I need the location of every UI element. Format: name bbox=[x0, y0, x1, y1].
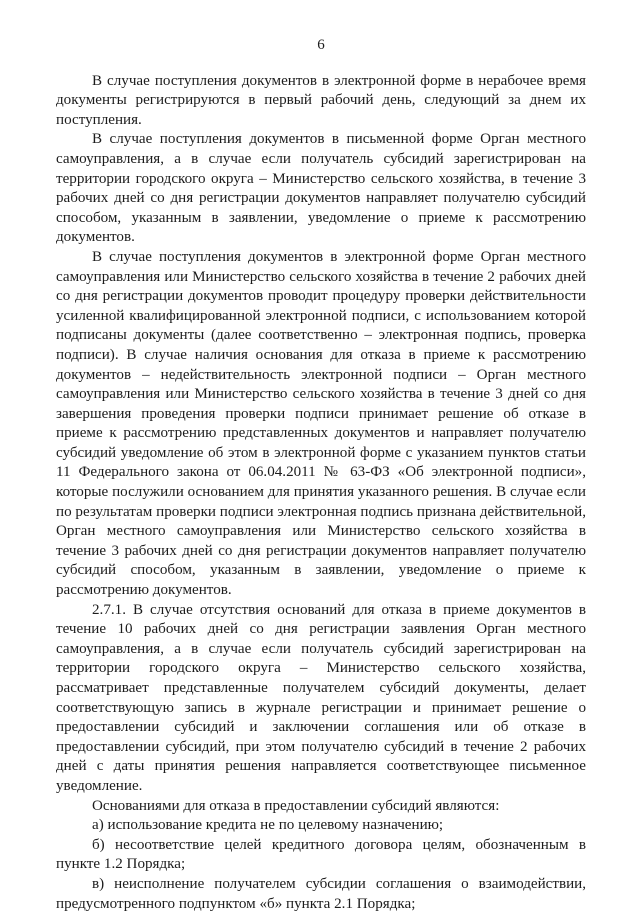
list-item-b: б) несоответствие целей кредитного договора целям, обозначенным в пункте 1.2 Порядка; bbox=[56, 836, 586, 873]
paragraph-electronic-signature-check: В случае поступления документов в электронной форме Орган местного самоуправления или Министерство сельского хозяйства в течение 2 рабочих дней со дня регистрации документов проводит процедуру проверки действительности усиленной квалифицированной электронной подписи, с использованием которой подписаны документы (далее соответственно – электронная подпись, проверка подписи). В случае наличия основания для отказа в приеме к рассмотрению документов – недействительность электронной подписи – Орган местного самоуправления или Министерство сельского хозяйства в течение 3 дней со дня завершения проведения проверки подписи принимает решение об отказе в приеме к рассмотрению представленных документов и направляет получателю субсидий уведомление об этом в электронной форме с указанием пунктов статьи 11 Федерального закона от 06.04.2011 № 63-ФЗ «Об электронной подписи», которые послужили основанием для принятия указанного решения. В случае если по результатам проверки подписи электронная подпись признана действительной, Орган местного самоуправления или Министерство сельского хозяйства в течение 3 рабочих дней со дня регистрации документов направляет получателю субсидий способом, указанным в заявлении, уведомление о приеме к рассмотрению документов. bbox=[56, 248, 586, 599]
list-item-v: в) неисполнение получателем субсидии соглашения о взаимодействии, предусмотренного подпунктом «б» пункта 2.1 Порядка; bbox=[56, 875, 586, 912]
paragraph-electronic-nonworking-time: В случае поступления документов в электронной форме в нерабочее время документы регистрируются в первый рабочий день, следующий за днем их поступления. bbox=[56, 72, 586, 128]
paragraph-2-7-1-decision: 2.7.1. В случае отсутствия оснований для отказа в приеме документов в течение 10 рабочих дней со дня регистрации заявления Орган местного самоуправления, а в случае если получатель субсидий зарегистрирован на территории городского округа – Министерство сельского хозяйства, рассматривает представленные получателем субсидий документы, делает соответствующую запись в журнале регистрации и принимает решение о предоставлении субсидий и заключении соглашения или об отказе в предоставлении субсидий, при этом получателю субсидий в течение 2 рабочих дней с даты принятия решения направляется соответствующее письменное уведомление. bbox=[56, 601, 586, 794]
paragraph-refusal-grounds-intro: Основаниями для отказа в предоставлении субсидий являются: bbox=[92, 797, 500, 814]
paragraph-written-form-receipt: В случае поступления документов в письменной форме Орган местного самоуправления, а в случае если получатель субсидий зарегистрирован на территории городского округа – Министерство сельского хозяйства, в течение 3 рабочих дней со дня регистрации документов направляет получателю субсидий способом, указанным в заявлении, уведомление о приеме к рассмотрению документов. bbox=[56, 131, 586, 246]
page-number: 6 bbox=[317, 37, 325, 53]
list-item-a: а) использование кредита не по целевому назначению; bbox=[92, 817, 444, 834]
